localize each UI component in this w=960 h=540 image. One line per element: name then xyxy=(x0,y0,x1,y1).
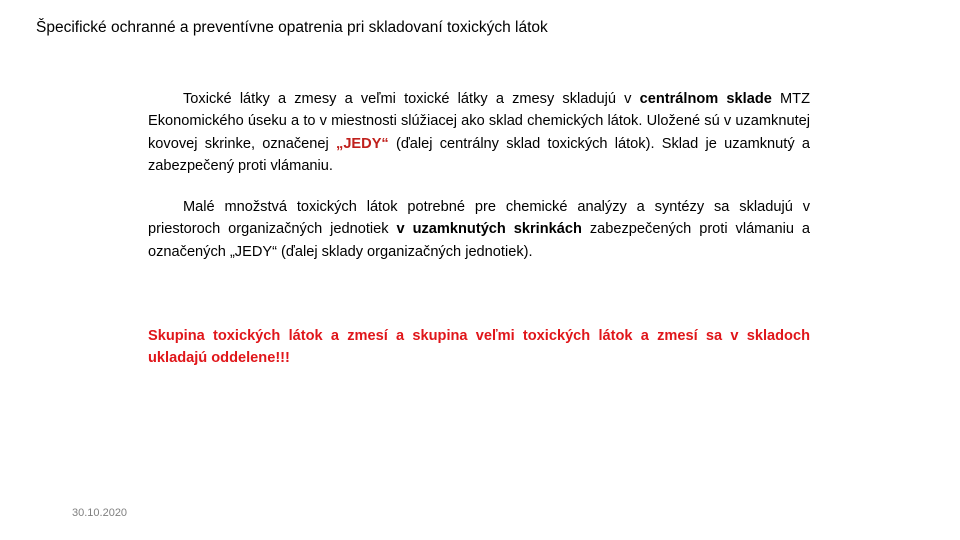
paragraph1-text-3: (ďalej centrálny sklad toxických látok). Sklad je uzamknutý a zabezpečený proti vlámaniu. xyxy=(148,135,810,175)
paragraph1-text-2: MTZ Ekonomického úseku a to v miestnosti slúžiacej ako sklad chemických látok. Uložené sú v uzamknutej kovovej skrinke, označenej xyxy=(148,91,811,152)
paragraph2-text-1: Malé množstvá toxických látok potrebné pre chemické analýzy a syntézy sa skladujú v priestoroch organizačných jednotiek xyxy=(148,199,810,238)
paragraph2-bold-locked-cabinets: v uzamknutých skrinkách xyxy=(396,221,582,238)
paragraph2-text-2: zabezpečených proti vlámaniu a označených „JEDY“ (ďalej sklady organizačných jednotiek). xyxy=(148,221,810,260)
paragraph-central-storage xyxy=(148,88,810,178)
footer-date: 30.10.2020 xyxy=(72,507,128,519)
warning-separate-storage: Skupina toxických látok a zmesí a skupina veľmi toxických látok a zmesí sa v skladoch ukladajú oddelene!!! xyxy=(148,328,810,367)
paragraph-unit-storage xyxy=(148,196,810,263)
slide-title: Špecifické ochranné a preventívne opatrenia pri skladovaní toxických látok xyxy=(36,19,548,36)
paragraph1-jedy-label: „JEDY“ xyxy=(336,135,389,152)
paragraph1-text-1: Toxické látky a zmesy a veľmi toxické látky a zmesy skladujú v xyxy=(183,91,640,107)
paragraph1-bold-central-storage: centrálnom sklade xyxy=(639,91,772,107)
